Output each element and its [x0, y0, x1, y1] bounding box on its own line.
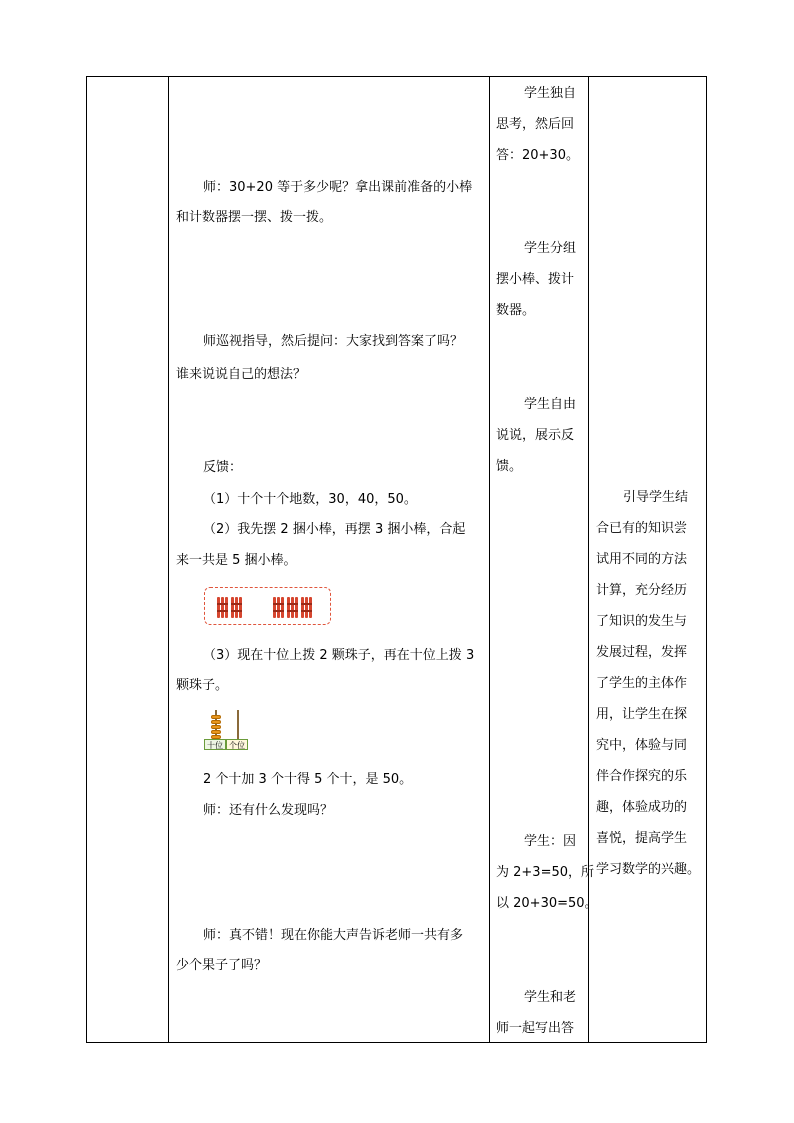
design-intent-line: 伴合作探究的乐 — [596, 769, 688, 784]
design-intent-line: 用，让学生在探 — [596, 707, 688, 722]
ones-place-label: 个位 — [226, 739, 248, 750]
teacher-question-line: 师：30+20 等于多少呢？拿出课前准备的小棒 — [203, 180, 473, 195]
design-intent-line: 了学生的主体作 — [596, 676, 688, 691]
student-activity-line: 师一起写出答 — [496, 1021, 575, 1036]
student-activity-line: 数器。 — [496, 303, 536, 318]
student-activity-line: 学生自由 — [524, 397, 577, 412]
ones-rod — [237, 710, 239, 740]
abacus-bead — [211, 720, 221, 724]
design-intent-line: 合已有的知识尝 — [596, 521, 688, 536]
conclusion-line: 2 个十加 3 个十得 5 个十，是 50。 — [203, 772, 413, 787]
student-activity-line: 为 2+3=50，所 — [496, 865, 595, 880]
stick-bundle — [287, 597, 298, 618]
student-activity-line: 以 20+30=50。 — [496, 896, 598, 911]
student-activity-line: 学生：因 — [524, 834, 577, 849]
design-intent-line: 究中，体验与同 — [596, 738, 688, 753]
design-intent-line: 趣，体验成功的 — [596, 800, 688, 815]
teacher-guide-line: 谁来说说自己的想法？ — [176, 367, 307, 382]
student-activity-line: 学生分组 — [524, 241, 577, 256]
design-intent-line: 学习数学的兴趣。 — [596, 862, 701, 877]
design-intent-line: 试用不同的方法 — [596, 552, 688, 567]
student-activity-line: 学生独自 — [524, 86, 577, 101]
tens-place-label: 十位 — [204, 739, 226, 750]
feedback-item: 颗珠子。 — [176, 678, 229, 693]
teacher-question-line: 和计数器摆一摆、拨一拨。 — [176, 210, 333, 225]
feedback-item: （1）十个十个地数，30，40，50。 — [203, 492, 417, 507]
stick-bundle — [217, 597, 228, 618]
student-activity-line: 摆小棒、拨计 — [496, 272, 575, 287]
abacus-bead — [211, 730, 221, 734]
stick-bundles-illustration — [204, 587, 331, 625]
abacus-illustration — [204, 708, 248, 752]
student-activity-line: 说说，展示反 — [496, 428, 575, 443]
stick-bundle — [231, 597, 242, 618]
student-activity-line: 思考，然后回 — [496, 117, 575, 132]
column-divider-1 — [168, 76, 169, 1043]
feedback-item: （2）我先摆 2 捆小棒，再摆 3 捆小棒，合起 — [203, 522, 466, 537]
student-activity-line: 馈。 — [496, 459, 523, 474]
student-activity-line: 答：20+30。 — [496, 148, 579, 163]
stick-bundle — [273, 597, 284, 618]
student-activity-line: 学生和老 — [524, 990, 577, 1005]
teacher-question-line: 师：还有什么发现吗？ — [203, 803, 334, 818]
design-intent-line: 引导学生结 — [623, 490, 689, 505]
abacus-bead — [211, 715, 221, 719]
teacher-guide-line: 师巡视指导，然后提问：大家找到答案了吗？ — [203, 334, 464, 349]
feedback-heading: 反馈： — [203, 460, 243, 475]
design-intent-line: 喜悦，提高学生 — [596, 831, 688, 846]
design-intent-line: 了知识的发生与 — [596, 614, 688, 629]
feedback-item: （3）现在十位上拨 2 颗珠子，再在十位上拨 3 — [203, 648, 475, 663]
abacus-bead — [211, 725, 221, 729]
abacus-bead — [211, 735, 221, 739]
design-intent-line: 发展过程，发挥 — [596, 645, 688, 660]
stick-bundle — [301, 597, 312, 618]
column-divider-2 — [489, 76, 490, 1043]
feedback-item: 来一共是 5 捆小棒。 — [176, 553, 297, 568]
teacher-praise-line: 少个果子了吗？ — [176, 958, 268, 973]
teacher-praise-line: 师：真不错！现在你能大声告诉老师一共有多 — [203, 928, 464, 943]
design-intent-line: 计算，充分经历 — [596, 583, 688, 598]
